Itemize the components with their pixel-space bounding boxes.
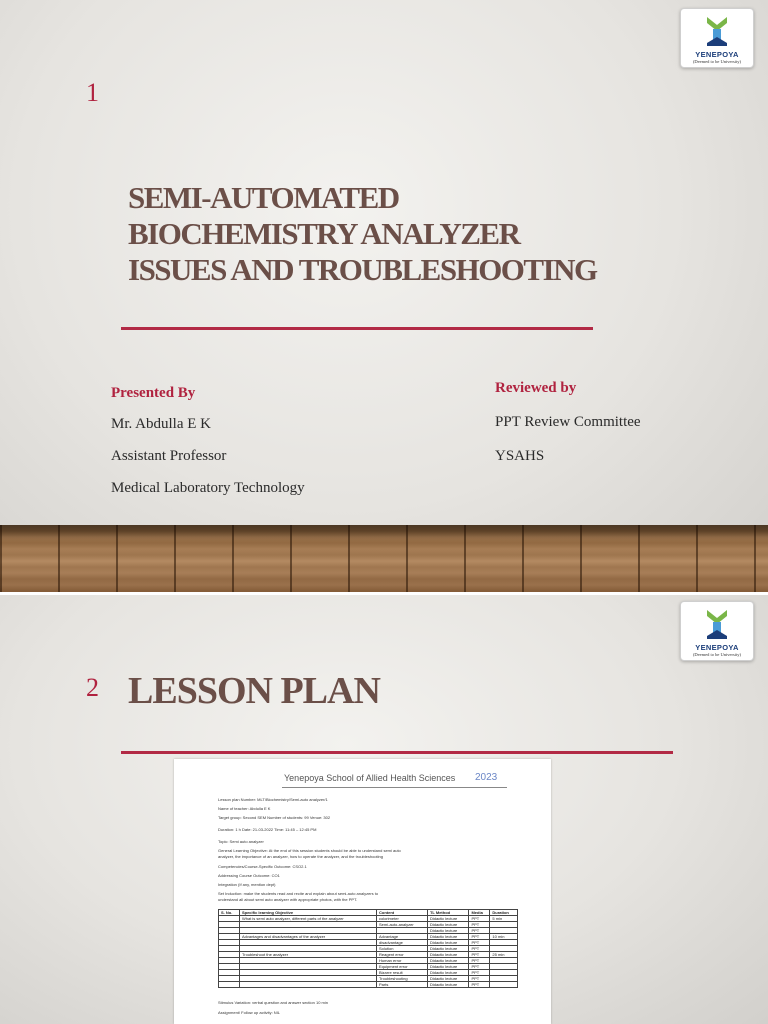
table-cell: PPT <box>469 952 490 958</box>
table-cell: Semi-auto-analyzer <box>377 922 428 928</box>
lesson-plan-document <box>174 759 551 1024</box>
slide-title: LESSON PLAN <box>128 670 380 712</box>
wooden-floor-decoration <box>0 525 768 592</box>
document-footer-line: Assignment/ Follow up activity: NIL <box>218 1010 281 1015</box>
university-logo <box>680 8 754 68</box>
table-cell: What is semi auto analyzer, different parts of the analyzer <box>239 916 376 922</box>
presenter-department: Medical Laboratory Technology <box>111 480 305 496</box>
table-cell: PPT <box>469 940 490 946</box>
table-cell: PPT <box>469 934 490 940</box>
presenter-title: Assistant Professor <box>111 448 227 464</box>
slide-number: 2 <box>86 673 99 702</box>
title-line: SEMI-AUTOMATED <box>128 180 399 215</box>
title-line: BIOCHEMISTRY ANALYZER <box>128 216 520 251</box>
table-header-cell: Specific learning Objective <box>239 910 376 916</box>
table-cell <box>490 982 518 988</box>
table-cell: Didactic lecture <box>427 934 469 940</box>
document-line: Lesson plan Number: MLT/Biochemistry/Semi-auto analyzer/1 <box>218 797 328 802</box>
table-cell: Didactic lecture <box>427 916 469 922</box>
title-line: ISSUES AND TROUBLESHOOTING <box>128 252 597 287</box>
logo-emblem-icon <box>705 608 729 640</box>
document-footer-line: Stimulus Variation: verbal question and answer section 10 min <box>218 1000 328 1005</box>
table-cell: PPT <box>469 946 490 952</box>
table-cell: Didactic lecture <box>427 964 469 970</box>
table-cell: Didactic lecture <box>427 928 469 934</box>
table-cell: Didactic lecture <box>427 976 469 982</box>
document-line: Target group: Second SEM Number of students: 99 Venue: 302 <box>218 815 331 820</box>
table-cell: PPT <box>469 964 490 970</box>
table-cell: PPT <box>469 976 490 982</box>
table-cell <box>219 982 240 988</box>
table-header-cell: Content <box>377 910 428 916</box>
logo-name: YENEPOYA <box>695 50 739 59</box>
document-line: Integration (If any, mention dept) <box>218 882 276 887</box>
table-header-cell: Duration <box>490 910 518 916</box>
slide-title <box>128 180 597 288</box>
document-line: Name of teacher: Abdulla E K <box>218 806 271 811</box>
table-header-cell: TL Method <box>427 910 469 916</box>
table-cell: Didactic lecture <box>427 982 469 988</box>
table-cell: Parts <box>377 982 428 988</box>
presenter-name: Mr. Abdulla E K <box>111 416 211 432</box>
table-cell: Didactic lecture <box>427 958 469 964</box>
document-year: 2023 <box>475 772 498 783</box>
table-cell: Human error <box>377 958 428 964</box>
table-cell <box>239 982 376 988</box>
document-header: Yenepoya School of Allied Health Sciences <box>284 773 456 783</box>
table-cell: Solution <box>377 946 428 952</box>
logo-subtitle: (Deemed to be University) <box>692 59 742 64</box>
logo-name: YENEPOYA <box>695 643 739 652</box>
title-divider <box>121 327 593 330</box>
document-line: Addressing Course Outcome: CO1 <box>218 873 280 878</box>
document-line: Duration: 1 h Date: 21-03-2022 Time: 11:45 – 12:45 PM <box>218 827 317 832</box>
logo-emblem-icon <box>705 15 729 47</box>
table-cell: Reagent error <box>377 952 428 958</box>
table-cell: 5 min <box>490 916 518 922</box>
table-cell: Didactic lecture <box>427 922 469 928</box>
table-cell: Didactic lecture <box>427 952 469 958</box>
table-cell: PPT <box>469 916 490 922</box>
document-line: Competencies/Course-Specific Outcome: CSO2.1 <box>218 864 307 869</box>
table-cell: PPT <box>469 928 490 934</box>
reviewer-institution: YSAHS <box>495 448 545 464</box>
document-line: analyzer, the importance of an analyzer, how to operate the analyzer, and the troubleshooting <box>218 854 383 859</box>
document-divider <box>282 787 507 788</box>
table-cell: PPT <box>469 970 490 976</box>
document-line: Set Induction: make the students read and recite and explain about semi-auto analyzers to <box>218 891 379 896</box>
lesson-plan-table <box>218 909 518 988</box>
table-cell: PPT <box>469 922 490 928</box>
reviewed-by-heading: Reviewed by <box>495 380 577 396</box>
table-cell: 10 min <box>490 934 518 940</box>
table-cell: Troubleshoot the analyzer <box>239 952 376 958</box>
table-cell: disadvantage <box>377 940 428 946</box>
table-cell: Bizarre result <box>377 970 428 976</box>
document-line: General Learning Objective: At the end of this session students should be able to understand semi auto <box>218 848 401 853</box>
table-header-cell: S. No. <box>219 910 240 916</box>
title-divider <box>121 751 673 754</box>
table-row <box>219 982 518 988</box>
logo-subtitle: (Deemed to be University) <box>692 652 742 657</box>
table-cell: Advantage <box>377 934 428 940</box>
reviewer-committee: PPT Review Committee <box>495 414 641 430</box>
table-cell: Equipment error <box>377 964 428 970</box>
table-cell: Didactic lecture <box>427 970 469 976</box>
table-cell: Didactic lecture <box>427 946 469 952</box>
table-cell: Advantages and disadvantages of the analyzer <box>239 934 376 940</box>
table-cell: colorimeter <box>377 916 428 922</box>
table-cell: 25 min <box>490 952 518 958</box>
slide-2[interactable] <box>0 595 768 1024</box>
slide-number: 1 <box>86 78 99 107</box>
document-line: understand all about semi auto analyzer with appropriate photos, with the PPT. <box>218 897 358 902</box>
presented-by-heading: Presented By <box>111 385 196 401</box>
table-header-cell: Media <box>469 910 490 916</box>
document-line: Topic: Semi auto analyzer <box>218 839 264 844</box>
table-cell: PPT <box>469 958 490 964</box>
table-cell: Troubleshooting <box>377 976 428 982</box>
table-cell: PPT <box>469 982 490 988</box>
table-cell: Didactic lecture <box>427 940 469 946</box>
university-logo <box>680 601 754 661</box>
